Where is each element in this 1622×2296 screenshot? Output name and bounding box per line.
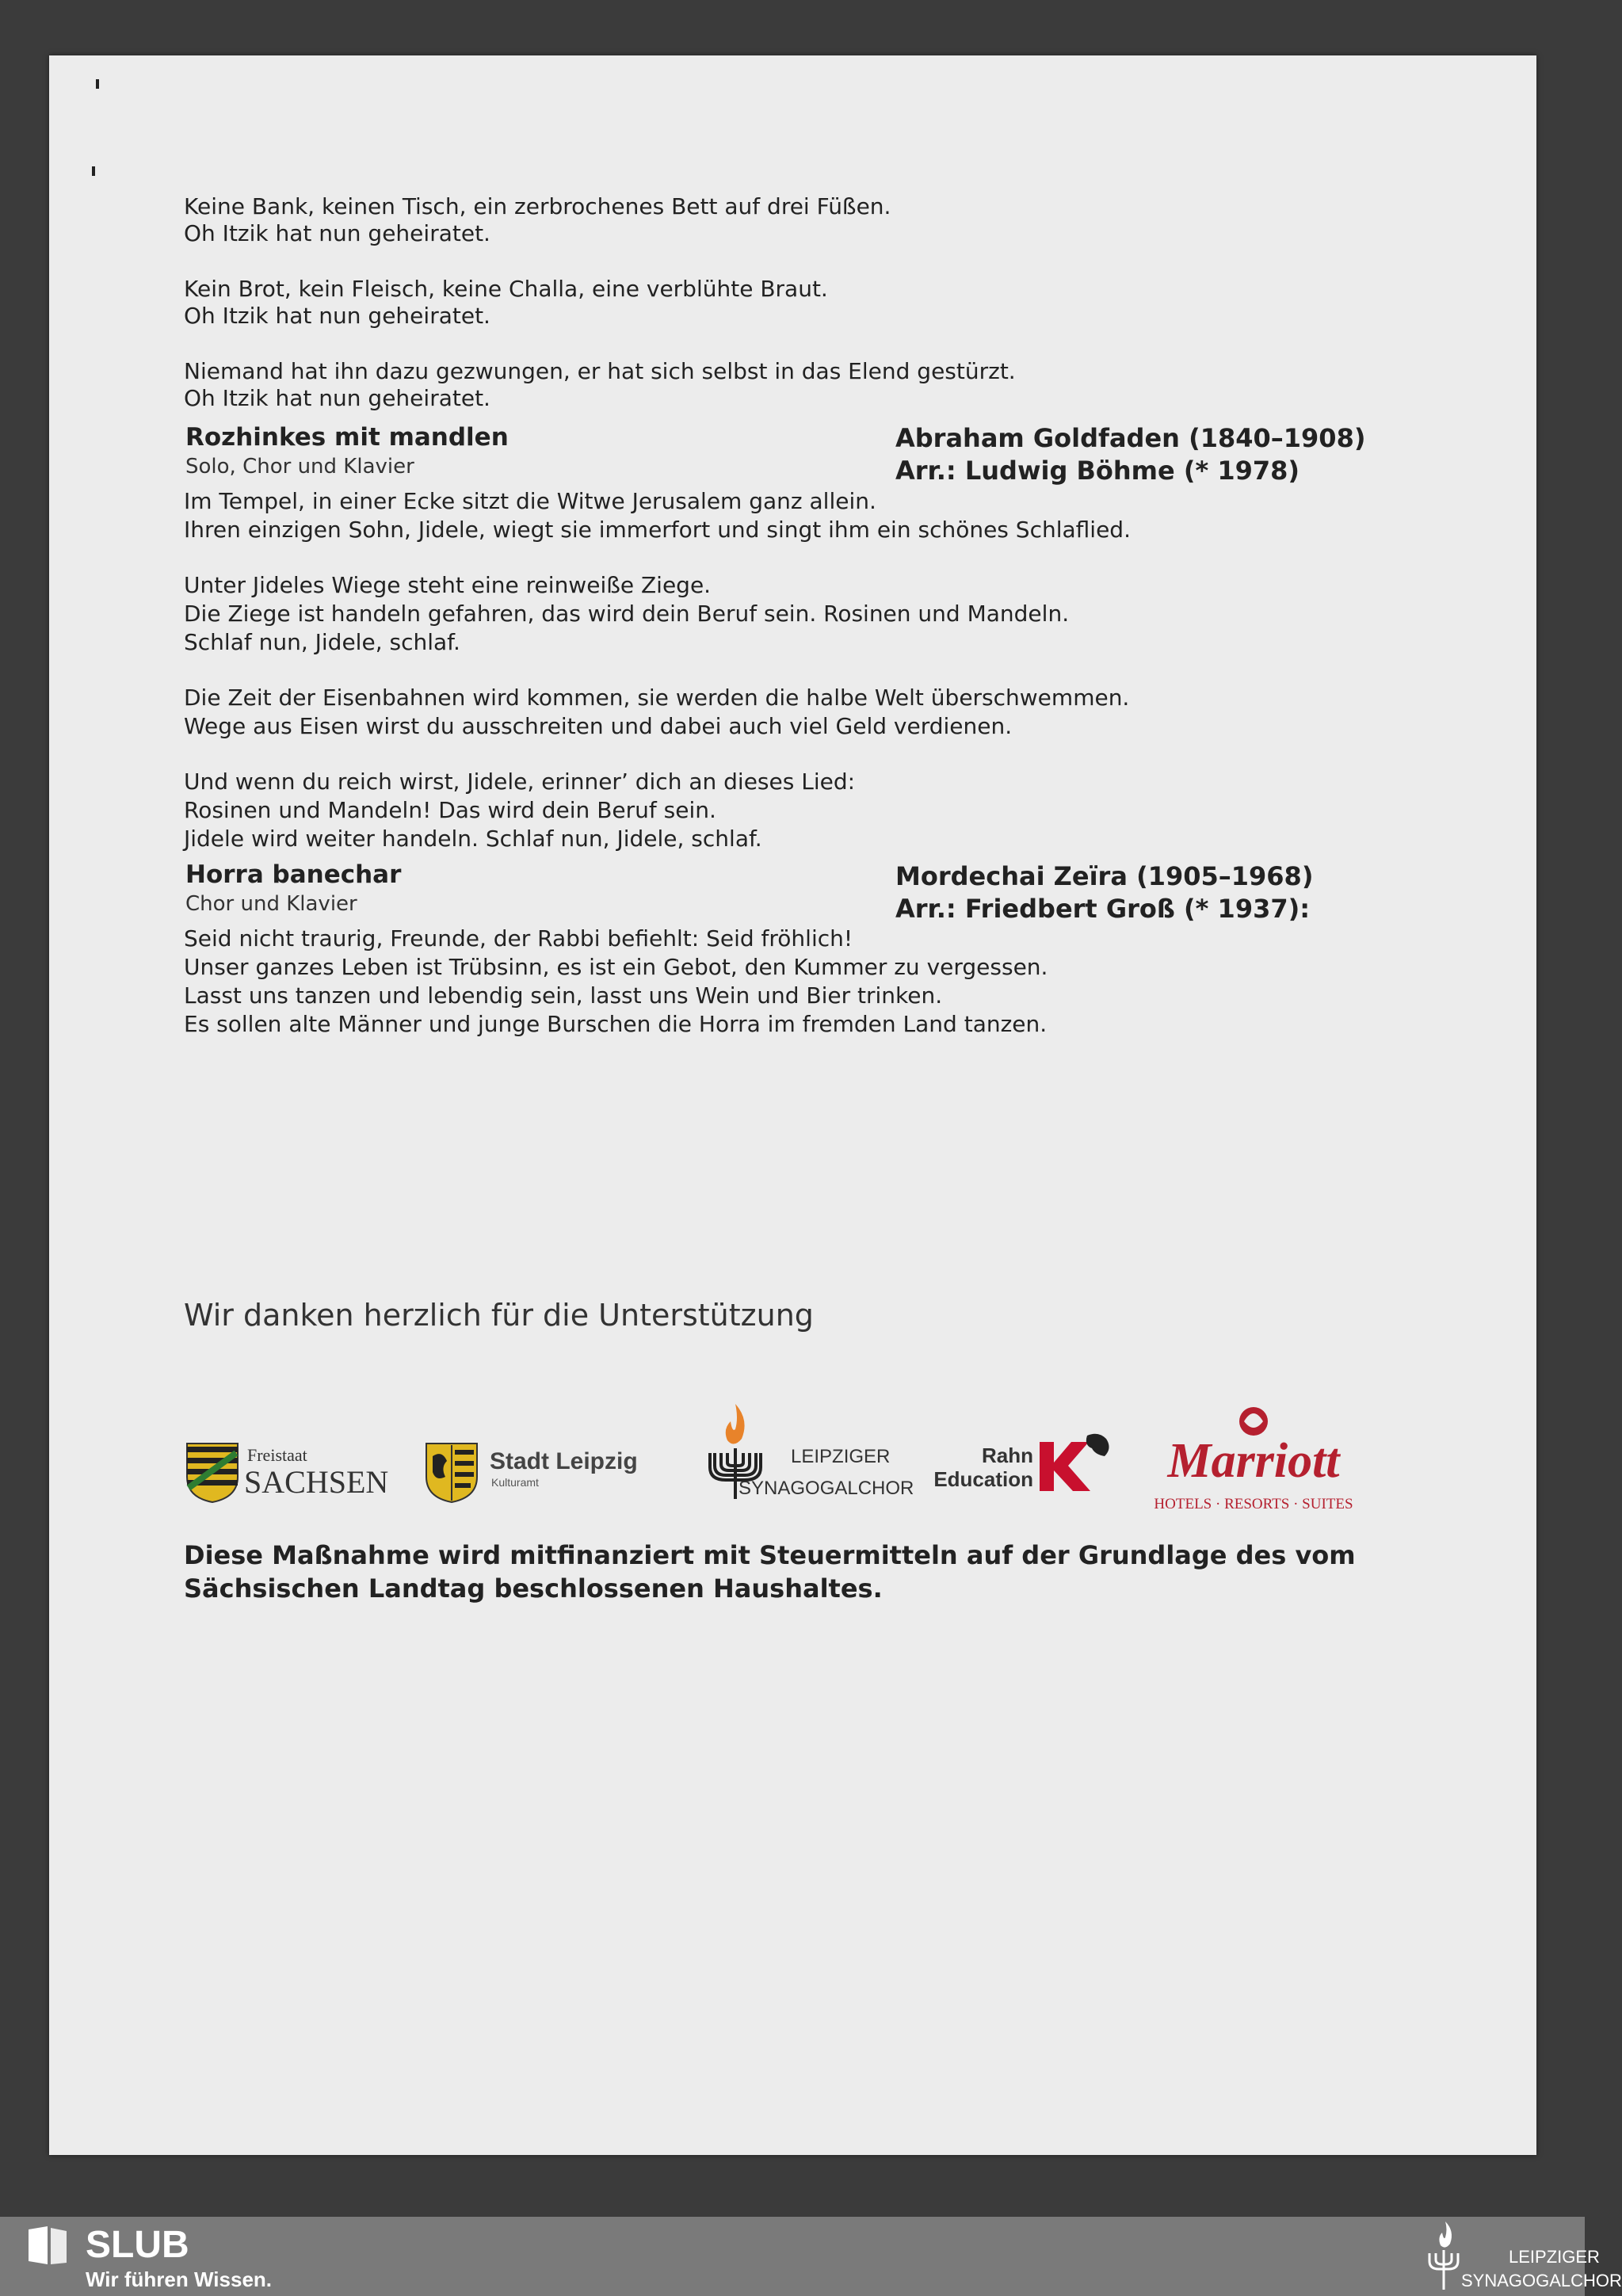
leipzig-main-text: Stadt Leipzig	[490, 1448, 638, 1474]
lyric-line: Unser ganzes Leben ist Trübsinn, es ist ein Gebot, den Kummer zu vergessen.	[184, 954, 1048, 980]
lyric-line: Unter Jideles Wiege steht eine reinweiße Ziege.	[184, 572, 712, 598]
lyric-line: Seid nicht traurig, Freunde, der Rabbi befiehlt: Seid fröhlich!	[184, 925, 853, 952]
slub-tagline: Wir führen Wissen.	[86, 2267, 273, 2291]
lyric-line: Oh Itzik hat nun geheiratet.	[184, 385, 490, 411]
leipzig-coat-of-arms-icon	[426, 1444, 477, 1502]
footer-corner-line1: LEIPZIGER	[1509, 2247, 1600, 2267]
synagogalchor-line1: LEIPZIGER	[791, 1446, 891, 1467]
lyric-line: Oh Itzik hat nun geheiratet.	[184, 303, 490, 329]
song-arranger: Arr.: Friedbert Groß (* 1937):	[895, 894, 1311, 924]
leipzig-logo	[425, 1440, 647, 1504]
marriott-sub-text: HOTELS · RESORTS · SUITES	[1154, 1496, 1353, 1512]
sachsen-coat-of-arms-icon	[187, 1444, 238, 1502]
footer-corner-line2: SYNAGOGALCHOR	[1461, 2271, 1622, 2290]
lyric-line: Es sollen alte Männer und junge Burschen die Horra im fremden Land tanzen.	[184, 1011, 1048, 1037]
funding-note-line: Sächsischen Landtag beschlossenen Haushaltes.	[184, 1573, 883, 1604]
lyric-line: Niemand hat ihn dazu gezwungen, er hat sich selbst in das Elend gestürzt.	[184, 358, 1016, 384]
rahn-education-logo	[919, 1431, 1117, 1494]
lyric-line: Und wenn du reich wirst, Jidele, erinner’ dich an dieses Lied:	[184, 769, 856, 795]
song-scoring: Solo, Chor und Klavier	[185, 455, 414, 479]
lyric-line: Jidele wird weiter handeln. Schlaf nun, Jidele, schlaf.	[184, 826, 762, 852]
lyric-line: Ihren einzigen Sohn, Jidele, wiegt sie immerfort und singt ihm ein schönes Schlaflied.	[184, 517, 1131, 543]
song-arranger: Arr.: Ludwig Böhme (* 1978)	[895, 456, 1300, 486]
marriott-main-text: Marriott	[1167, 1434, 1340, 1488]
marriott-logo	[1146, 1405, 1368, 1516]
slub-book-icon	[24, 2223, 71, 2271]
thanks-heading: Wir danken herzlich für die Unterstützung	[184, 1298, 814, 1333]
sachsen-logo	[185, 1440, 391, 1504]
lyric-line: Rosinen und Mandeln! Das wird dein Beruf sein.	[184, 797, 716, 823]
sachsen-main-text: SACHSEN	[244, 1464, 389, 1500]
lyric-line: Lasst uns tanzen und lebendig sein, lasst uns Wein und Bier trinken.	[184, 982, 943, 1009]
lyric-line: Wege aus Eisen wirst du ausschreiten und dabei auch viel Geld verdienen.	[184, 713, 1013, 739]
slub-title[interactable]: SLUB	[86, 2224, 189, 2266]
synagogalchor-line2: SYNAGOGALCHOR	[738, 1478, 914, 1499]
leipzig-sub-text: Kulturamt	[491, 1476, 539, 1489]
song-title: Rozhinkes mit mandlen	[185, 423, 509, 452]
synagogalchor-logo	[686, 1401, 914, 1504]
lyric-line: Kein Brot, kein Fleisch, keine Challa, eine verblühte Braut.	[184, 276, 828, 302]
lyric-line: Oh Itzik hat nun geheiratet.	[184, 220, 490, 246]
scan-mark	[92, 166, 95, 176]
lyric-line: Die Ziege ist handeln gefahren, das wird dein Beruf sein. Rosinen und Mandeln.	[184, 601, 1070, 627]
scan-mark	[96, 79, 99, 89]
lyric-line: Die Zeit der Eisenbahnen wird kommen, sie werden die halbe Welt überschwemmen.	[184, 685, 1130, 711]
lyric-line: Schlaf nun, Jidele, schlaf.	[184, 629, 460, 655]
funding-note-line: Diese Maßnahme wird mitfinanziert mit Steuermitteln auf der Grundlage des vom	[184, 1540, 1356, 1570]
song-composer: Abraham Goldfaden (1840–1908)	[895, 423, 1366, 453]
rahn-k-icon	[1040, 1434, 1109, 1491]
marriott-emblem-icon	[1239, 1407, 1268, 1436]
lyric-line: Keine Bank, keinen Tisch, ein zerbrochenes Bett auf drei Füßen.	[184, 193, 891, 219]
song-title: Horra banechar	[185, 860, 402, 889]
lyric-line: Im Tempel, in einer Ecke sitzt die Witwe Jerusalem ganz allein.	[184, 488, 876, 514]
rahn-line2: Education	[933, 1467, 1033, 1491]
footer-menorah-icon	[1418, 2220, 1466, 2294]
rahn-line1: Rahn	[982, 1444, 1033, 1467]
song-scoring: Chor und Klavier	[185, 892, 357, 916]
sachsen-top-text: Freistaat	[247, 1445, 307, 1465]
song-composer: Mordechai Zeïra (1905–1968)	[895, 861, 1314, 891]
